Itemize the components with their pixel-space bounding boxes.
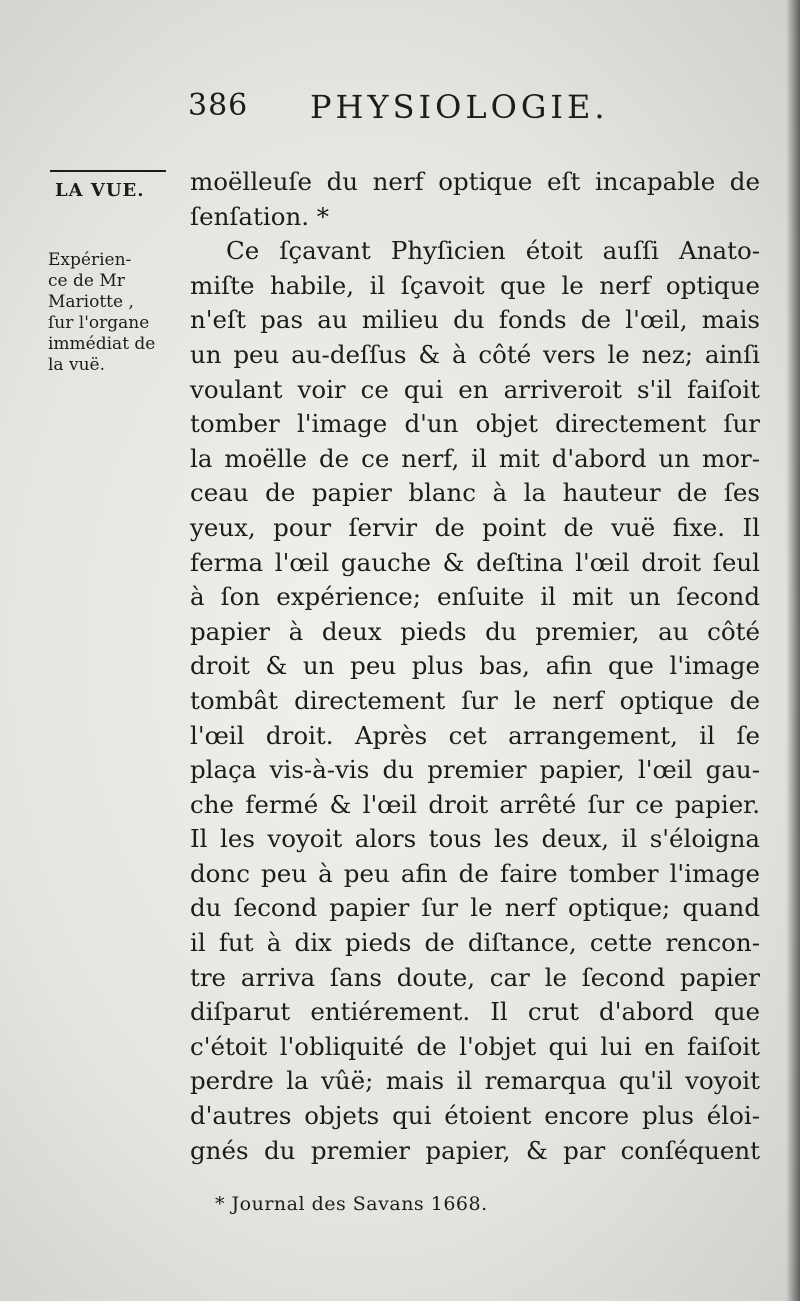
footnote: * Journal des Savans 1668. [215,1193,488,1215]
page-header [188,88,748,138]
text-line: ceau de papier blanc à la hauteur de ſes [190,478,760,508]
text-line: ferma l'œil gauche & deſtina l'œil droit ſeul [190,547,760,577]
text-line: Ce ſçavant Phyſicien étoit auſſi Anato- [226,236,760,266]
page-number: 386 [188,88,249,123]
text-line: tomber l'image d'un objet directement ſur [190,409,760,439]
text-line: à ſon expérience; enſuite il mit un ſecond [190,582,760,612]
gutter-shadow [786,0,800,1301]
text-line: droit & un peu plus bas, afin que l'image [190,651,760,681]
text-line: perdre la vûë; mais il remarqua qu'il voyoit [190,1066,760,1096]
margin-rule [50,170,166,172]
text-line: miſte habile, il ſçavoit que le nerf optique [190,270,760,300]
text-line: papier à deux pieds du premier, au côté [190,616,760,646]
text-line: un peu au-deſſus & à côté vers le nez; ainſi [190,339,760,369]
text-line: gnés du premier papier, & par conſéquent [190,1135,760,1165]
running-head: PHYSIOLOGIE. [310,88,609,126]
margin-note [48,250,176,376]
margin-note-line: la vuë. [48,355,105,375]
margin-heading: LA VUE. [55,180,145,201]
text-line: donc peu à peu afin de faire tomber l'image [190,858,760,888]
text-line: ſenſation. * [190,201,330,231]
text-line: tombât directement ſur le nerf optique de [190,685,760,715]
text-line: tre arriva ſans doute, car le ſecond papier [190,962,760,992]
text-line: c'étoit l'obliquité de l'objet qui lui en faiſoit [190,1031,760,1061]
body-text [190,165,760,1168]
text-line: la moëlle de ce nerf, il mit d'abord un mor- [190,443,760,473]
text-line: Il les voyoit alors tous les deux, il s'éloigna [190,824,760,854]
text-line: d'autres objets qui étoient encore plus éloi- [190,1101,760,1131]
margin-note-line: Mariotte , [48,292,134,312]
margin-note-line: immédiat de [48,334,156,354]
text-line: diſparut entiérement. Il crut d'abord que [190,997,760,1027]
text-line: moëlleuſe du nerf optique eſt incapable de [190,167,760,196]
text-line: voulant voir ce qui en arriveroit s'il faiſoit [190,374,760,404]
text-line: il fut à dix pieds de diſtance, cette rencon- [190,928,760,958]
text-line: che fermé & l'œil droit arrêté ſur ce papier. [190,789,760,819]
margin-note-line: ſur l'organe [48,313,150,333]
text-line: du ſecond papier ſur le nerf optique; quand [190,893,760,923]
margin-note-line: Expérien- [48,250,132,270]
text-line: yeux, pour ſervir de point de vuë fixe. Il [190,512,760,542]
margin-note-line: ce de Mr [48,271,125,291]
text-line: n'eſt pas au milieu du fonds de l'œil, mais [190,305,760,335]
text-line: l'œil droit. Après cet arrangement, il ſe [190,720,760,750]
text-line: plaça vis-à-vis du premier papier, l'œil gau- [190,755,760,785]
